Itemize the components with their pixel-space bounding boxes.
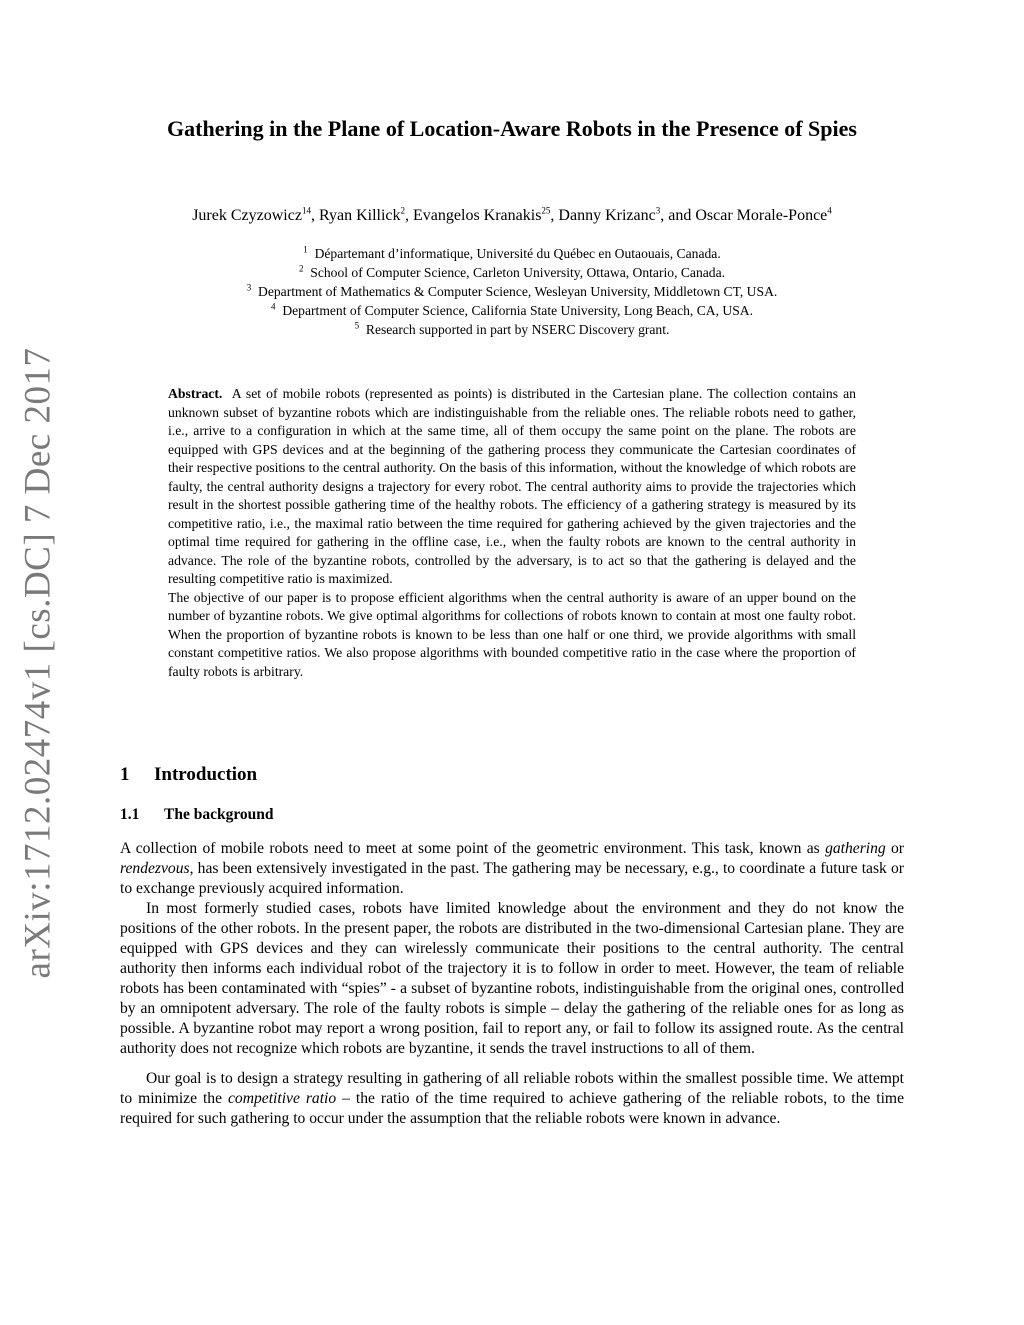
section-heading: 1 Introduction [120, 764, 258, 785]
abstract [168, 385, 856, 681]
body-paragraph: Our goal is to design a strategy resulting in gathering of all reliable robots within the smallest possible time. We attempt to minimize the competitive ratio – the ratio of the time required to achieve gathering of the reliable robots, to the time required for such gathering to occur under the assumption that the reliable robots were known in advance. [120, 1070, 904, 1127]
abstract-label: Abstract. [168, 386, 223, 401]
body-text [120, 839, 904, 1129]
arxiv-id: arXiv:1712.02474v1 [cs.DC] 7 Dec 2017 [17, 347, 59, 979]
affiliation-list [110, 244, 914, 339]
author: Jurek Czyzowicz$^{14}$, [192, 205, 319, 224]
body-paragraph: In most formerly studied cases, robots have limited knowledge about the environment and they do not know the positions of the other robots. In the present paper, the robots are distributed in the two-dimensional Cartesian plane. They are equipped with GPS devices and they can wirelessly communicate their positions to the central authority. The central authority then informs each individual robot of the trajectory it is to follow in order to meet. However, the team of reliable robots has been contaminated with “spies” - a subset of byzantine robots, indistinguishable from the original ones, controlled by an omnipotent adversary. The role of the faulty robots is simple – delay the gathering of the reliable ones for as long as possible. A byzantine robot may report a wrong position, fail to report any, or fail to follow its assigned route. As the central authority does not recognize which robots are byzantine, it sends the travel instructions to all of them. [120, 900, 904, 1057]
affiliation: $^2$ School of Computer Science, Carleton University, Ottawa, Ontario, Canada. [298, 263, 726, 280]
author: Danny Krizanc$^3$, and [558, 205, 696, 224]
affiliation: $^4$ Department of Computer Science, California State University, Long Beach, CA, USA. [271, 301, 753, 318]
affiliation: $^3$ Department of Mathematics & Computer Science, Wesleyan University, Middletown CT, USA. [246, 282, 778, 299]
affiliation: $^1$ Départemant d’informatique, Université du Québec en Outaouais, Canada. [303, 244, 721, 261]
author: Ryan Killick$^2$, [318, 205, 414, 224]
paper-title: Gathering in the Plane of Location-Aware Robots in the Presence of Spies [167, 116, 857, 141]
author: Evangelos Kranakis$^{25}$, [413, 205, 559, 224]
abstract-paragraph: The objective of our paper is to propose efficient algorithms when the central authority is aware of an upper bound on the number of byzantine robots. We give optimal algorithms for collections of robots known to contain at most one faulty robot. When the proportion of byzantine robots is known to be less than one half or one third, we provide algorithms with small constant competitive ratios. We also propose algorithms with bounded competitive ratio in the case where the proportion of faulty robots is arbitrary. [168, 589, 856, 679]
author-list [110, 207, 914, 225]
author: Oscar Morale-Ponce$^4$ [695, 205, 832, 224]
subsection-heading: 1.1 The background [120, 806, 274, 823]
affiliation: $^5$ Research supported in part by NSERC Discovery grant. [354, 320, 670, 337]
abstract-paragraph: Abstract. A set of mobile robots (represented as points) is distributed in the Cartesian plane. The collection contains an unknown subset of byzantine robots which are indistinguishable from the reliable ones. The reliable robots need to gather, i.e., arrive to a configuration in which at the same time, all of them occupy the same point on the plane. The robots are equipped with GPS devices and at the beginning of the gathering process they communicate the Cartesian coordinates of their respective positions to the central authority. On the basis of this information, without the knowledge of which robots are faulty, the central authority designs a trajectory for every robot. The central authority aims to provide the trajectories which result in the shortest possible gathering time of the healthy robots. The efficiency of a gathering strategy is measured by its competitive ratio, i.e., the maximal ratio between the time required for gathering achieved by the given trajectories and the optimal time required for gathering in the offline case, i.e., when the faulty robots are known to the central authority in advance. The role of the byzantine robots, controlled by the adversary, is to act so that the gathering is delayed and the resulting competitive ratio is maximized. [168, 386, 856, 586]
body-paragraph: A collection of mobile robots need to meet at some point of the geometric environment. This task, known as gathering or rendezvous, has been extensively investigated in the past. The gathering may be necessary, e.g., to coordinate a future task or to exchange previously acquired information. [120, 840, 904, 897]
